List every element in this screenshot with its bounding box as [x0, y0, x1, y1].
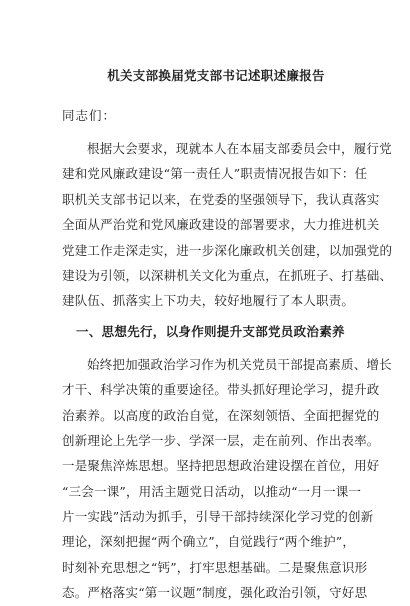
- paragraph-line: 根据大会要求，现就本人在本届支部委员会中，履行党: [87, 141, 392, 156]
- paragraph-1: [62, 136, 393, 314]
- section-heading: 一、思想先行，以身作则提升支部党员政治素养: [76, 323, 345, 339]
- document-title: 机关支部换届党支部书记述职述廉报告: [107, 68, 325, 83]
- paragraph-line: 职机关支部书记以来，在党委的坚强领导下，我认真落实: [62, 191, 380, 207]
- paragraph-2: [62, 352, 392, 606]
- paragraph-line: 治素养。以高度的政治自觉，在深刻领悟、全面把握党的: [62, 407, 380, 423]
- paragraph-line: 时刻补充思想之“钙”，打牢思想基础。二是聚焦意识形: [62, 559, 368, 575]
- paragraph-line: 建设为引领，以深耕机关文化为重点，在抓班子、打基础、: [62, 267, 393, 283]
- paragraph-line: 才干、科学决策的重要途径。带头抓好理论学习，提升政: [62, 382, 380, 398]
- salutation: 同志们：: [62, 108, 117, 123]
- paragraph-line: “三会一课”，用活主题党日活动，以推动“一月一课一: [62, 483, 362, 499]
- paragraph-line: 创新理论上先学一步、学深一层，走在前列、作出表率。: [62, 432, 380, 448]
- paragraph-line: 一是聚焦淬炼思想。坚持把思想政治建设摆在首位，用好: [62, 458, 380, 474]
- paragraph-line: 建和党风廉政建设“第一责任人”职责情况报告如下：任: [62, 166, 368, 182]
- paragraph-line: 态。严格落实“第一议题”制度，强化政治引领，守好思: [62, 585, 368, 601]
- paragraph-line: 片一实践”活动为抓手，引导干部持续深化学习党的创新: [62, 509, 374, 525]
- paragraph-line: 理论，深刻把握“两个确立”，自觉践行“两个维护”，: [62, 534, 356, 550]
- paragraph-line: 建队伍、抓落实上下功夫，较好地履行了本人职责。: [62, 293, 355, 309]
- paragraph-line: 始终把加强政治学习作为机关党员干部提高素质、增长: [87, 356, 392, 372]
- paragraph-line: 党建工作走深走实，进一步深化廉政机关创建，以加强党的: [62, 242, 393, 258]
- paragraph-line: 全面从严治党和党风廉政建设的部署要求，大力推进机关: [62, 217, 380, 233]
